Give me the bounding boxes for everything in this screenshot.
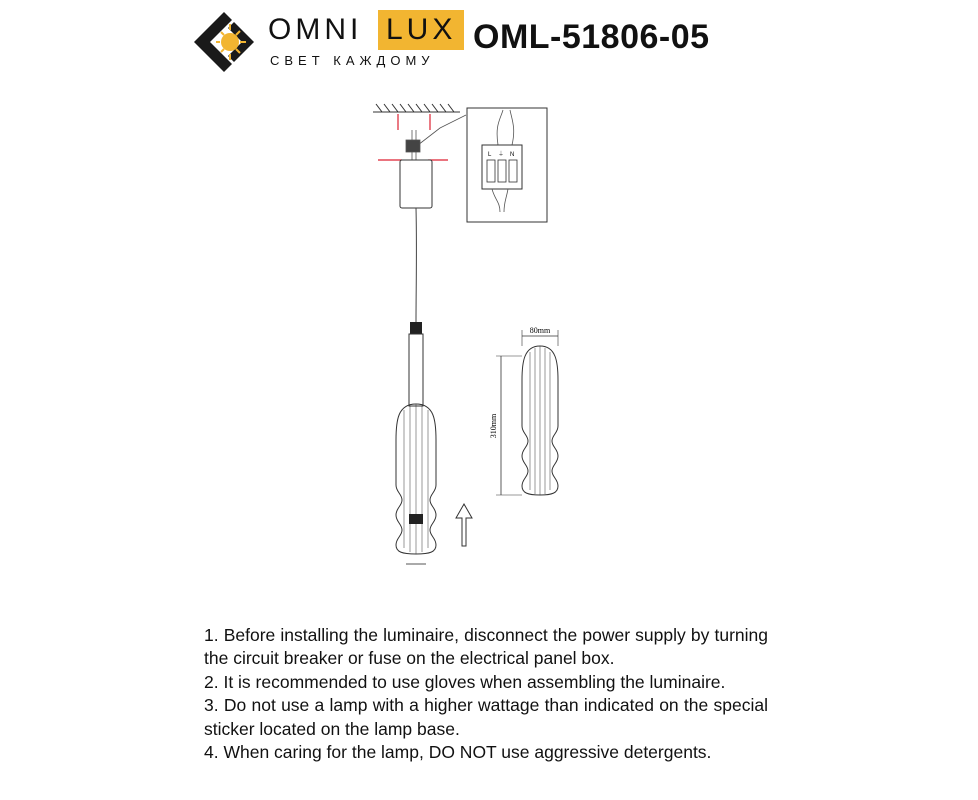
canopy bbox=[400, 160, 432, 208]
instruction-2: 2. It is recommended to use gloves when assembling the luminaire. bbox=[204, 671, 726, 692]
instruction-1: 1. Before installing the luminaire, disconnect the power supply by turning the circuit breaker or fuse on the electrical panel box. bbox=[204, 625, 768, 669]
brand-tagline: СВЕТ КАЖДОМУ bbox=[270, 53, 435, 68]
terminal-block-detail bbox=[467, 108, 547, 222]
shade-connector bbox=[409, 514, 423, 524]
terminal-label-earth: ⏚ bbox=[498, 152, 505, 158]
brand-name-lux: LUX bbox=[378, 10, 464, 50]
brand-name-omni: OMNI bbox=[268, 13, 363, 46]
shade-dimension-drawing bbox=[496, 330, 558, 495]
width-dimension-label: 80mm bbox=[529, 326, 551, 335]
model-number: OML-51806-05 bbox=[473, 18, 710, 56]
instruction-3: 3. Do not use a lamp with a higher wattage than indicated on the special sticker located on the lamp base. bbox=[204, 695, 768, 739]
instructions bbox=[204, 624, 768, 764]
up-arrow-icon bbox=[456, 504, 472, 546]
header bbox=[0, 0, 978, 90]
mount-markers bbox=[378, 114, 448, 160]
ceiling bbox=[373, 104, 460, 112]
height-dimension-label: 310mm bbox=[489, 413, 498, 439]
logo-diamond-icon bbox=[190, 10, 262, 74]
lamp-stem bbox=[409, 334, 423, 406]
lamp-shade bbox=[396, 404, 436, 554]
callout-line bbox=[418, 115, 466, 145]
terminal-label-n: N bbox=[510, 152, 515, 158]
cord-grip bbox=[410, 322, 422, 334]
installation-drawing bbox=[0, 90, 978, 590]
instruction-4: 4. When caring for the lamp, DO NOT use aggressive detergents. bbox=[204, 742, 712, 763]
terminal-label-l: L bbox=[488, 152, 492, 158]
